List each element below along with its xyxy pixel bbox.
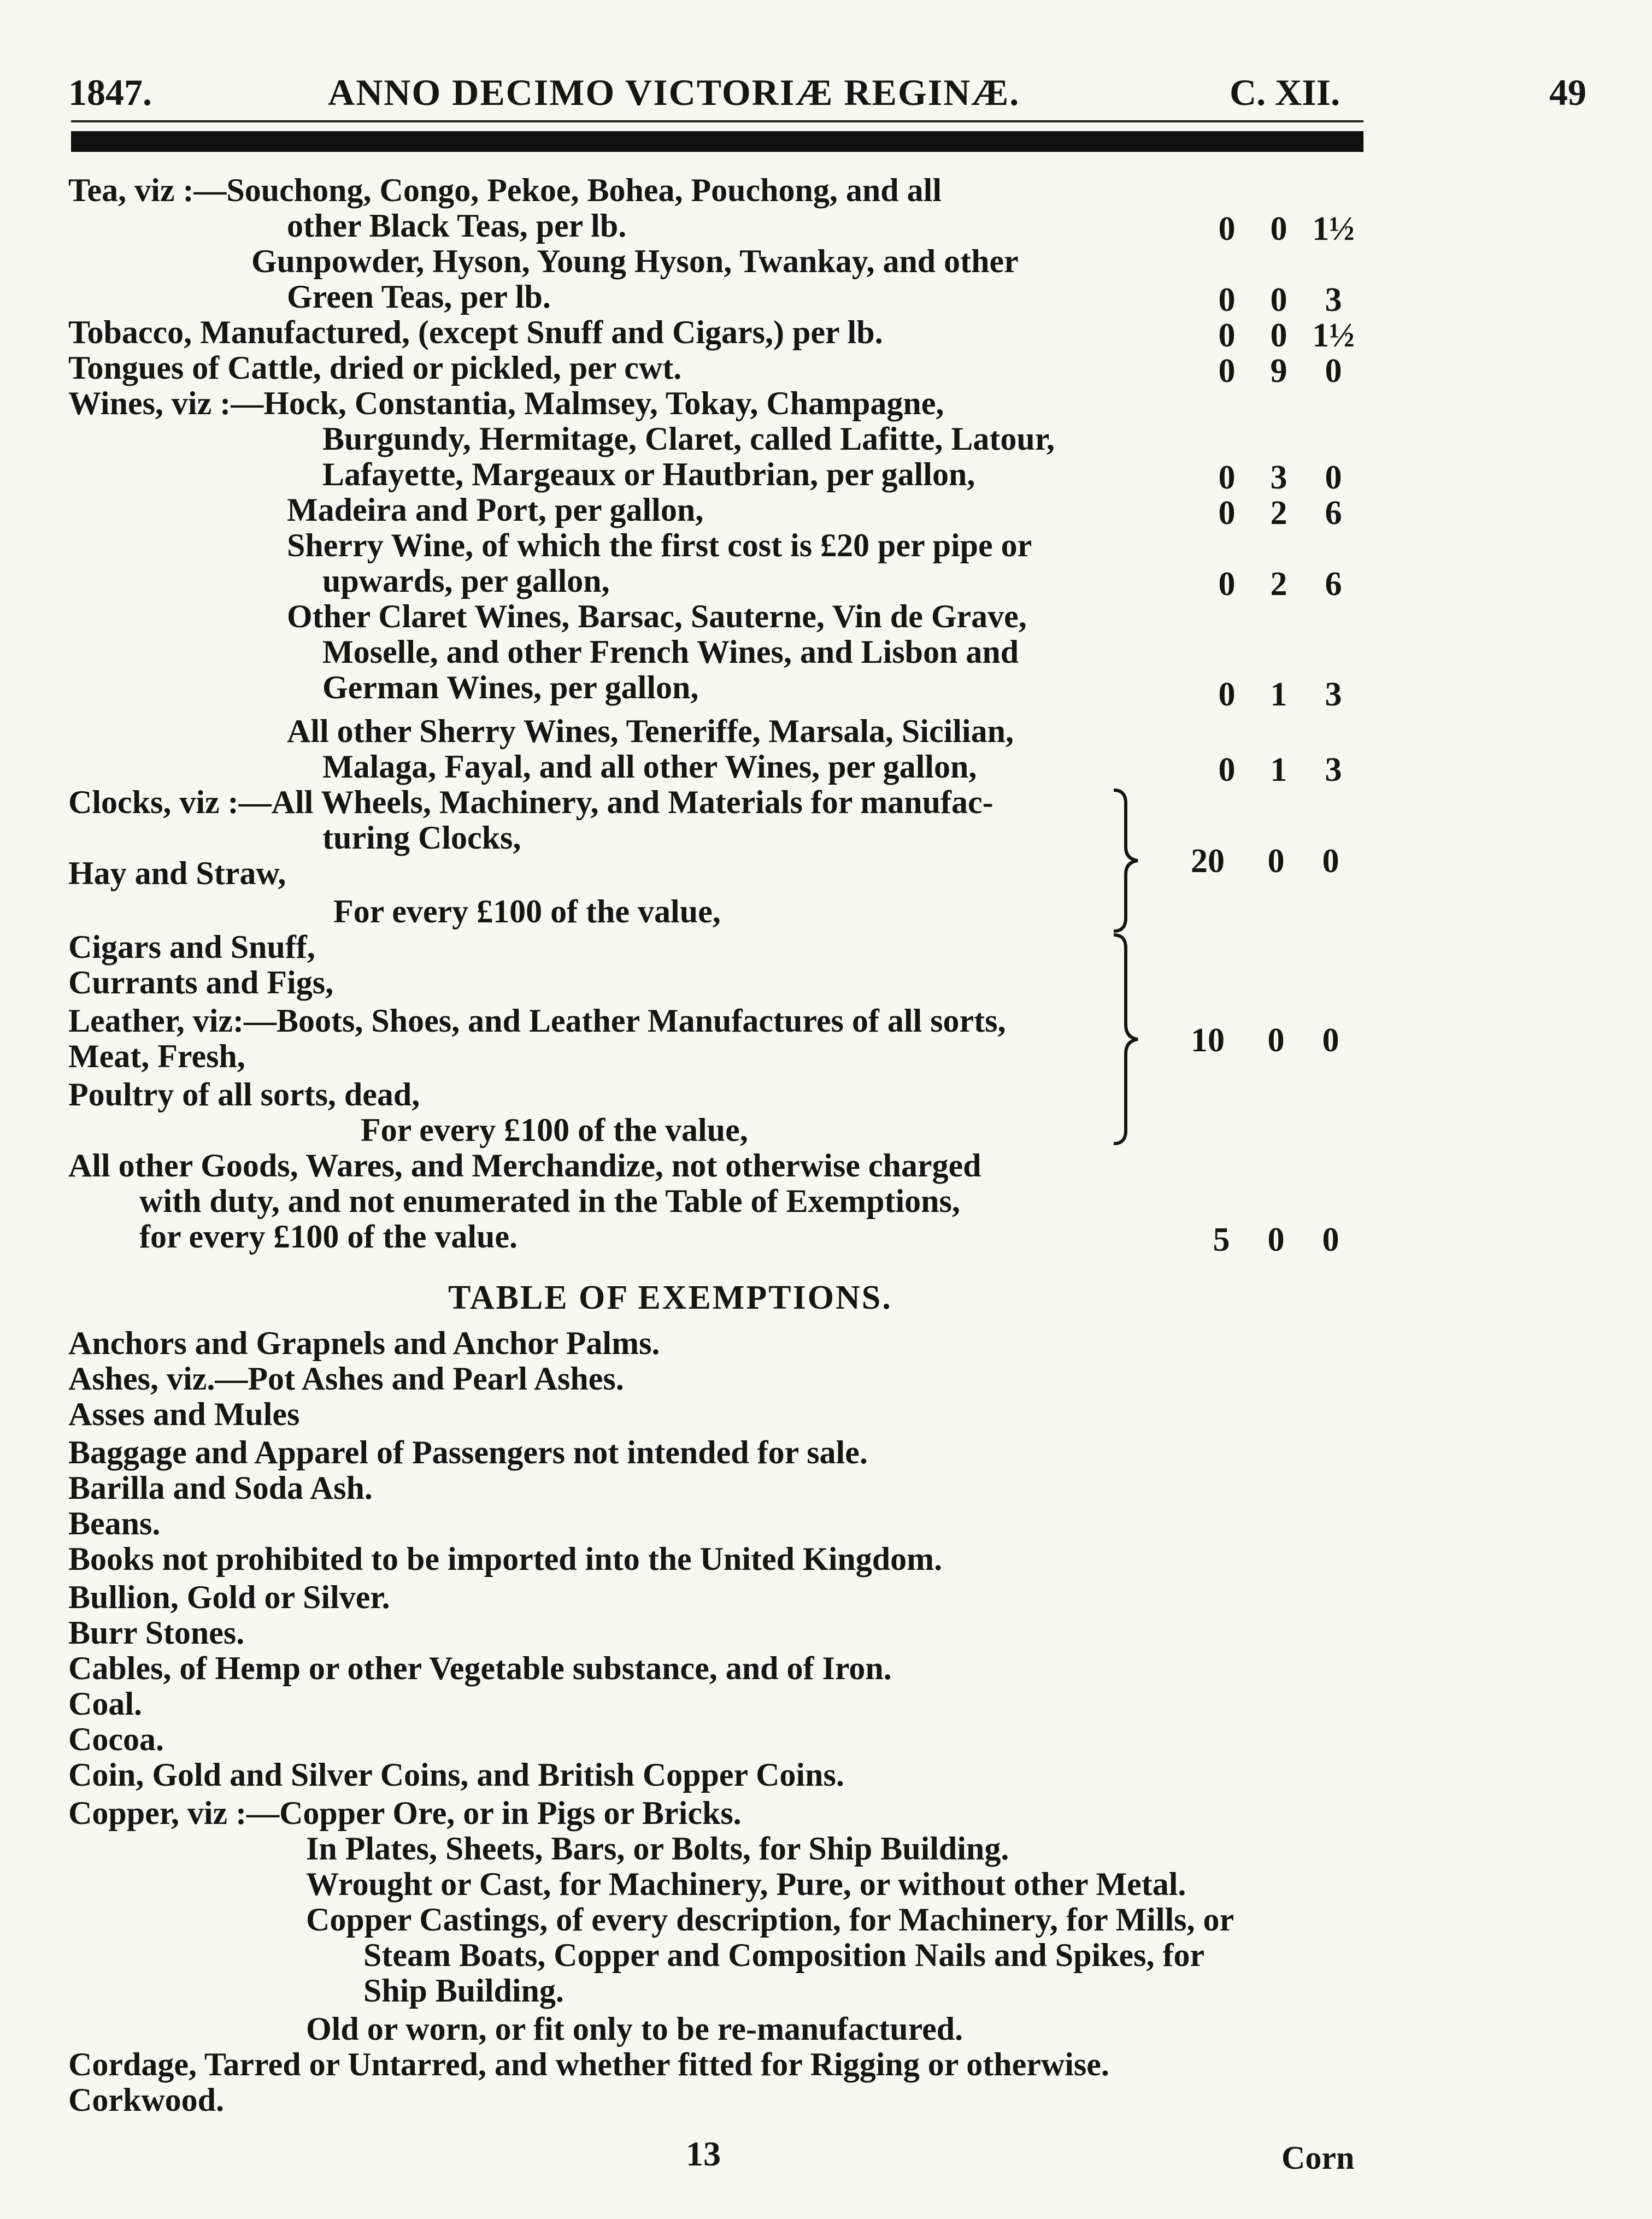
other-wines-pounds: 0	[1218, 751, 1236, 788]
group2-pounds: 10	[1191, 1022, 1225, 1059]
wines-line-3: Lafayette, Margeaux or Hautbrian, per gallon,	[322, 456, 975, 492]
madeira-line: Madeira and Port, per gallon,	[287, 492, 704, 528]
madeira-shillings: 2	[1270, 495, 1287, 532]
tea-line-2: other Black Teas, per lb.	[287, 208, 627, 244]
header-rule-thin	[71, 120, 1363, 122]
wines-line-2: Burgundy, Hermitage, Claret, called Lafitte, Latour,	[322, 421, 1055, 457]
group1-value-line: For every £100 of the value,	[333, 893, 721, 929]
tongues-line: Tongues of Cattle, dried or pickled, per cwt.	[68, 350, 682, 386]
gunpowder-line-1: Gunpowder, Hyson, Young Hyson, Twankay, and other	[251, 243, 1019, 279]
all-other-line-3: for every £100 of the value.	[139, 1219, 518, 1255]
tea-black-pence: 1½	[1312, 210, 1355, 248]
exemption-item: Beans.	[68, 1505, 161, 1541]
exemption-item: Cables, of Hemp or other Vegetable substance, and of Iron.	[68, 1650, 892, 1686]
meat-line: Meat, Fresh,	[68, 1038, 245, 1074]
all-other-shillings: 0	[1267, 1221, 1285, 1258]
wines-pence: 0	[1325, 459, 1342, 496]
tea-black-shillings: 0	[1270, 210, 1287, 248]
green-tea-pence: 3	[1325, 281, 1342, 319]
leather-line: Leather, viz:—Boots, Shoes, and Leather Manufactures of all sorts,	[68, 1003, 1006, 1039]
exemption-item: Baggage and Apparel of Passengers not intended for sale.	[68, 1434, 868, 1470]
exemption-item: Cocoa.	[68, 1721, 164, 1757]
tea-line-1: Tea, viz :—Souchong, Congo, Pekoe, Bohea, Pouchong, and all	[68, 172, 942, 208]
tongues-shillings: 9	[1270, 352, 1287, 390]
group1-pence: 0	[1322, 843, 1339, 880]
tobacco-pounds: 0	[1218, 317, 1236, 354]
clocks-line-2: turing Clocks,	[322, 820, 521, 856]
wines-shillings: 3	[1270, 459, 1287, 496]
all-other-pence: 0	[1322, 1221, 1339, 1258]
group1-pounds: 20	[1191, 843, 1225, 880]
tobacco-shillings: 0	[1270, 317, 1287, 354]
copper-sub-item-cont: Ship Building.	[363, 1973, 564, 2009]
header-year: 1847.	[68, 72, 152, 113]
claret-line-1: Other Claret Wines, Barsac, Sauterne, Vin de Grave,	[287, 598, 1027, 634]
currants-line: Currants and Figs,	[68, 964, 334, 1000]
other-wines-line-1: All other Sherry Wines, Teneriffe, Marsala, Sicilian,	[287, 713, 1014, 749]
copper-sub-item: Old or worn, or fit only to be re-manufactured.	[306, 2011, 963, 2047]
exemption-item: Burr Stones.	[68, 1615, 245, 1651]
group1-shillings: 0	[1267, 843, 1285, 880]
group2-pence: 0	[1322, 1022, 1339, 1059]
signature-mark: 13	[686, 2134, 721, 2173]
tobacco-pence: 1½	[1312, 317, 1355, 354]
green-tea-shillings: 0	[1270, 281, 1287, 319]
cordage-line: Cordage, Tarred or Untarred, and whether fitted for Rigging or otherwise.	[68, 2046, 1109, 2082]
hay-line: Hay and Straw,	[68, 855, 286, 891]
all-other-line-1: All other Goods, Wares, and Merchandize, not otherwise charged	[68, 1147, 981, 1184]
sherry-pence: 6	[1325, 566, 1342, 603]
madeira-pounds: 0	[1218, 495, 1236, 532]
copper-sub-item-cont: Steam Boats, Copper and Composition Nails and Spikes, for	[363, 1937, 1205, 1973]
group2-brace	[1109, 932, 1142, 1147]
all-other-line-2: with duty, and not enumerated in the Table of Exemptions,	[139, 1183, 960, 1219]
header-rule-thick	[71, 131, 1363, 152]
other-wines-pence: 3	[1325, 751, 1342, 788]
exemption-item: Books not prohibited to be imported into the United Kingdom.	[68, 1541, 943, 1577]
exemption-item: Bullion, Gold or Silver.	[68, 1579, 390, 1615]
header-title: ANNO DECIMO VICTORIÆ REGINÆ.	[328, 72, 1020, 113]
madeira-pence: 6	[1325, 495, 1342, 532]
copper-sub-item: In Plates, Sheets, Bars, or Bolts, for Ship Building.	[306, 1830, 1009, 1867]
exemption-item: Coal.	[68, 1686, 142, 1722]
exemption-item: Copper, viz :—Copper Ore, or in Pigs or Bricks.	[68, 1795, 742, 1831]
sherry-line-1: Sherry Wine, of which the first cost is £20 per pipe or	[287, 527, 1032, 563]
exemptions-heading: TABLE OF EXEMPTIONS.	[448, 1279, 892, 1316]
claret-line-2: Moselle, and other French Wines, and Lisbon and	[322, 634, 1019, 670]
wines-pounds: 0	[1218, 459, 1236, 496]
exemption-item: Barilla and Soda Ash.	[68, 1470, 373, 1506]
sherry-line-2: upwards, per gallon,	[322, 563, 610, 599]
exemption-item: Coin, Gold and Silver Coins, and British Copper Coins.	[68, 1757, 844, 1793]
exemption-item: Anchors and Grapnels and Anchor Palms.	[68, 1325, 660, 1361]
gunpowder-line-2: Green Teas, per lb.	[287, 279, 551, 315]
tongues-pence: 0	[1325, 352, 1342, 390]
header-chapter: C. XII.	[1230, 72, 1341, 113]
group2-value-line: For every £100 of the value,	[361, 1112, 748, 1148]
poultry-line: Poultry of all sorts, dead,	[68, 1076, 420, 1113]
other-wines-line-2: Malaga, Fayal, and all other Wines, per gallon,	[322, 749, 977, 785]
group2-shillings: 0	[1267, 1022, 1285, 1059]
catchword: Corn	[1281, 2140, 1355, 2176]
other-wines-shillings: 1	[1270, 751, 1287, 788]
group1-brace	[1109, 787, 1142, 934]
sherry-shillings: 2	[1270, 566, 1287, 603]
cigars-line: Cigars and Snuff,	[68, 929, 315, 965]
exemption-item: Asses and Mules	[68, 1396, 300, 1432]
clocks-line-1: Clocks, viz :—All Wheels, Machinery, and Materials for manufac-	[68, 784, 993, 820]
tobacco-line: Tobacco, Manufactured, (except Snuff and Cigars,) per lb.	[68, 314, 883, 350]
all-other-pounds: 5	[1213, 1221, 1230, 1258]
header-page-number: 49	[1549, 72, 1586, 113]
claret-shillings: 1	[1270, 676, 1287, 713]
claret-pence: 3	[1325, 676, 1342, 713]
copper-sub-item: Wrought or Cast, for Machinery, Pure, or without other Metal.	[306, 1866, 1186, 1902]
claret-pounds: 0	[1218, 676, 1236, 713]
tongues-pounds: 0	[1218, 352, 1236, 390]
sherry-pounds: 0	[1218, 566, 1236, 603]
exemption-item: Ashes, viz.—Pot Ashes and Pearl Ashes.	[68, 1361, 624, 1397]
tea-black-pounds: 0	[1218, 210, 1236, 248]
wines-line-1: Wines, viz :—Hock, Constantia, Malmsey, Tokay, Champagne,	[68, 385, 944, 421]
green-tea-pounds: 0	[1218, 281, 1236, 319]
corkwood-line: Corkwood.	[68, 2082, 225, 2118]
copper-sub-item: Copper Castings, of every description, for Machinery, for Mills, or	[306, 1902, 1234, 1938]
claret-line-3: German Wines, per gallon,	[322, 669, 699, 705]
